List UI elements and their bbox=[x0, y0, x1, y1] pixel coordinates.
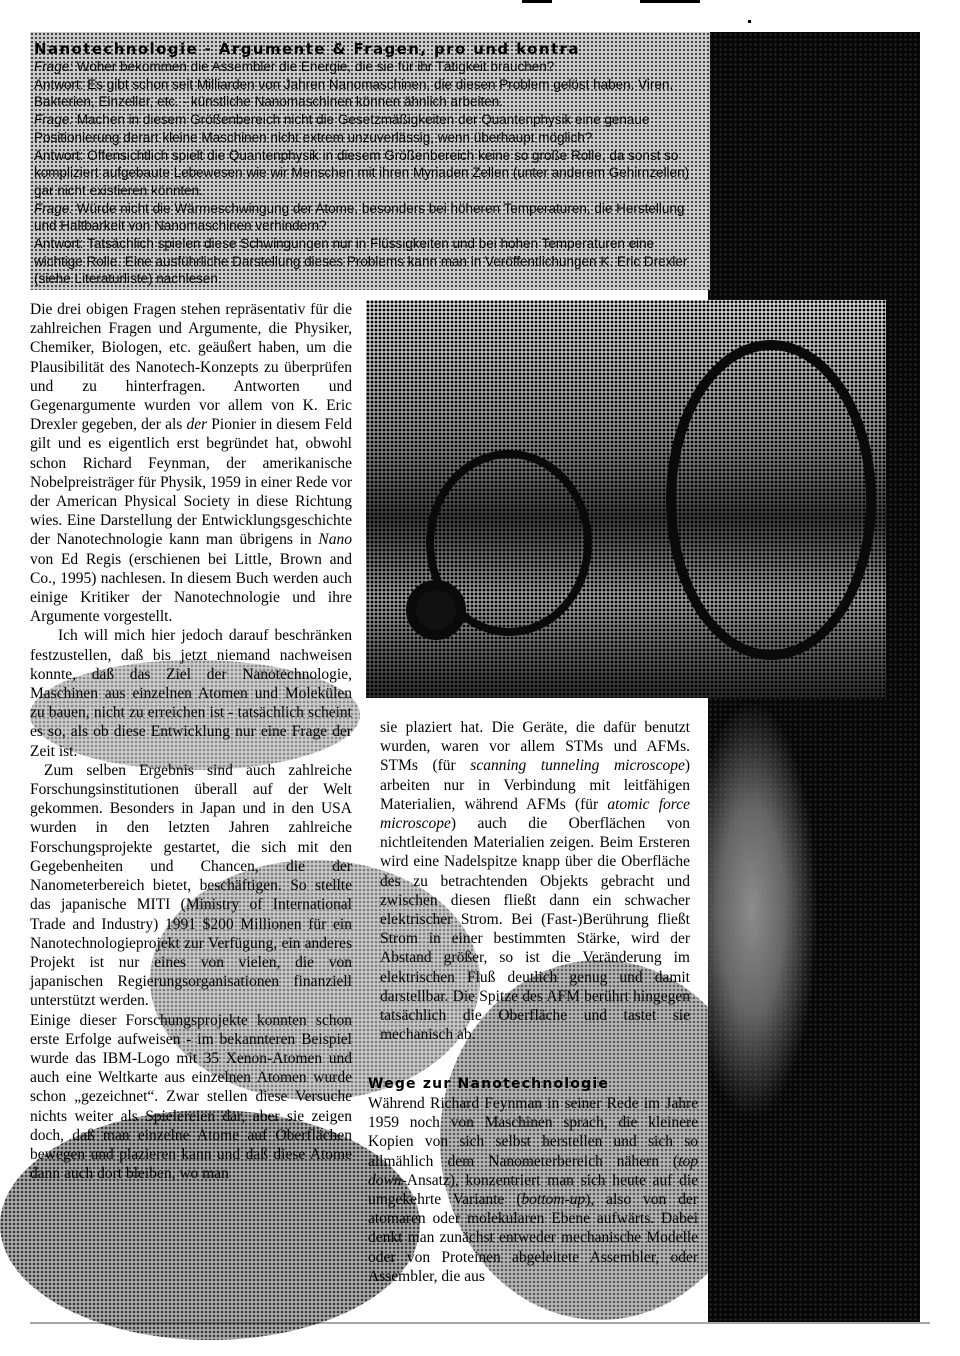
qa-item bbox=[34, 200, 698, 235]
header-title: Nanotechnologie - Argumente & Fragen, pro und kontra bbox=[34, 40, 580, 58]
scan-speck bbox=[30, 1322, 930, 1324]
qa-label: Frage: bbox=[34, 59, 74, 74]
paragraph bbox=[30, 300, 352, 626]
paragraph: Ich will mich hier jedoch darauf beschränken festzustellen, daß bis jetzt niemand nachweisen konnte, daß das Ziel der Nanotechnologie, Maschinen aus einzelnen Atomen und Molekülen zu bauen, nicht zu erreichen ist - tatsächlich scheint es so, als ob diese Entwicklung nur eine Frage der Zeit ist. bbox=[30, 627, 352, 760]
text-run: Die drei obigen Fragen stehen repräsentativ für die zahlreichen Fragen und Argumente, die Physiker, Chemiker, Biologen, etc. geäußert haben, um die Plausibilität des Nanotech-Konzepts zu überprüfen und zu hinterfragen. Antworten und Gegenargumente wurden vor allem von K. Eric Drexler gegeben, der als bbox=[30, 301, 352, 434]
text-run: Während Richard Feynman in seiner Rede im Jahre 1959 noch von Maschinen sprach, die kleinere Kopien von sich selbst herstellen und sich so allmählich dem Nanometerbereich nähern ( bbox=[368, 1095, 698, 1170]
text-run: ) arbeiten nur in Verbindung mit leitfähigen Materialien, während AFMs (für bbox=[380, 757, 691, 813]
text-run: sie plaziert hat. Die Geräte, die dafür benutzt wurden, waren vor allem STMs und AFMs. STMs (für bbox=[380, 719, 690, 775]
scan-speck bbox=[640, 0, 700, 3]
halftone-photo bbox=[366, 300, 886, 698]
text-run: -Ansatz), konzentriert man sich heute auf die umgekehrte Variante ( bbox=[368, 1171, 698, 1209]
text-run: ), also von der atomaren oder molekularen Ebene aufwärts. Dabei denkt man zunächst entweder mechanische Modelle oder von Proteinen abgeleitete Assembler, oder Assembler, die aus bbox=[368, 1191, 699, 1285]
text-run-italic: top down bbox=[368, 1152, 698, 1189]
qa-label: Frage: bbox=[34, 112, 74, 128]
qa-text: Tatsächlich spielen diese Schwingungen nur in Flüssigkeiten und bei hohen Temperaturen eine wichtige Rolle. Eine ausführliche Darstellung dieses Problems kann man in Veröffentlichungen K. Eric Drexler (siehe Literaturliste) nachlesen. bbox=[34, 236, 688, 287]
text-run-italic: atomic force microscope bbox=[380, 795, 691, 833]
qa-item bbox=[34, 58, 698, 76]
header-block bbox=[34, 40, 698, 288]
qa-label: Antwort: bbox=[34, 76, 84, 92]
qa-label: Antwort: bbox=[34, 147, 84, 163]
qa-text: Es gibt schon seit Milliarden von Jahren Nanomaschinen, die diesen Problem gelöst haben. Viren, Bakterien, Einzeller, etc. - künstliche Nanomaschinen können ähnlich arbeiten. bbox=[34, 76, 674, 110]
photo-tube-shape bbox=[666, 340, 876, 660]
section-heading: Wege zur Nanotechnologie bbox=[368, 1076, 610, 1092]
text-run: Pionier in diesem Feld gilt und es eigentlich erst begründet hat, obwohl schon Richard Feynman, der amerikanische Nobelpreisträger für Physik, 1959 in einer Rede vor der American Physical Society in diese Richtung wies. Eine Darstellung der Entwicklungsgeschichte der Nanotechnologie kann man übrigens in bbox=[30, 416, 353, 549]
qa-item bbox=[34, 235, 698, 288]
paragraph bbox=[368, 1094, 698, 1286]
scan-speck bbox=[522, 0, 552, 3]
text-run-italic: der bbox=[186, 416, 208, 434]
text-run-italic: bottom-up bbox=[521, 1191, 586, 1209]
text-run-italic: Nano bbox=[318, 531, 352, 549]
qa-item bbox=[34, 147, 698, 200]
qa-text: Woher bekommen die Assembler die Energie, die sie für ihr Tätigkeit brauchen? bbox=[76, 59, 555, 74]
qa-text: Machen in diesem Größenbereich nicht die Gesetzmäßigkeiten der Quantenphysik eine genaue Positionierung derart kleine Maschinen nicht extrem unzuverlässig, wenn überhaupt möglich? bbox=[34, 112, 650, 145]
qa-text: Würde nicht die Wärmeschwingung der Atome, besonders bei höheren Temperaturen, die Herstellung und Haltbarkeit von Nanomaschinen verhindern? bbox=[34, 200, 685, 234]
qa-text: Offensichtlich spielt die Quantenphysik in diesem Größenbereich keine so große Rolle, da sonst so kompliziert aufgebaute Lebewesen wie wir Menschen mit ihren Myriaden Zellen (unter anderem Gehirnzellen) gar nicht existieren könnten. bbox=[34, 147, 690, 198]
qa-item bbox=[34, 76, 698, 111]
paragraph: Einige dieser Forschungsprojekte konnten schon erste Erfolge aufweisen - im bekannteren Beispiel wurde das IBM-Logo mit 35 Xenon-Atomen und auch eine Weltkarte aus einzelnen Atomen wurde schon „gezeichnet“. Zwar stellen diese Versuche nichts weiter als Spielereien dar, aber sie zeigen doch, daß man einzelne Atome auf Oberflächen bewegen und plazieren kann und daß diese Atome dann auch dort bleiben, wo man bbox=[30, 1011, 352, 1183]
text-run-italic: scanning tunneling microscope bbox=[470, 757, 685, 775]
right-text-column bbox=[380, 718, 690, 1044]
right-text-column-2 bbox=[368, 1094, 698, 1286]
band-highlight bbox=[708, 700, 818, 1120]
text-run: von Ed Regis (erschienen bei Little, Brown and Co., 1995) nachlesen. In diesem Buch werden auch einige Kritiker der Nanotechnologie und ihre Argumente vorgestellt. bbox=[30, 550, 352, 626]
left-text-column bbox=[30, 300, 352, 1183]
paragraph bbox=[380, 718, 690, 1044]
photo-disc-shape bbox=[406, 580, 466, 640]
text-run: ) auch die Oberflächen von nichtleitenden Materialien zeigen. Beim Ersteren wird eine Nadelspitze knapp über die Oberfläche des zu betrachtenden Objekts gebracht und zwischen diesen fließt dann ein schwacher elektrischer Strom. Bei (Fast-)Berührung fließt Strom in einer bestimmten Stärke, wird der Abstand größer, so ist die Veränderung im elektrischen Fluß deutlich genug und damit darstellbar. Die Spitze des AFM berührt hingegen tatsächlich die Oberfläche und tastet sie mechanisch ab. bbox=[380, 815, 690, 1044]
paragraph: Zum selben Ergebnis sind auch zahlreiche Forschungsinstitutionen überall auf der Welt gekommen. Besonders in Japan und in den USA wurden in den letzten Jahren zahlreiche Forschungsprojekte gestartet, die sich mit den Gegebenheiten und Chancen, die der Nanometerbereich bietet, beschäftigen. So stellte das japanische MITI (Ministry of International Trade and Industry) 1991 $200 Millionen für ein Nanotechnologieprojekt zur Verfügung, ein anderes Projekt ist nur eines von vielen, die von japanischen Regierungsorganisationen finanziell unterstützt werden. bbox=[30, 761, 352, 1010]
qa-label: Frage: bbox=[34, 200, 74, 216]
scan-speck bbox=[748, 20, 751, 23]
qa-item bbox=[34, 111, 698, 146]
qa-label: Antwort: bbox=[34, 236, 84, 252]
